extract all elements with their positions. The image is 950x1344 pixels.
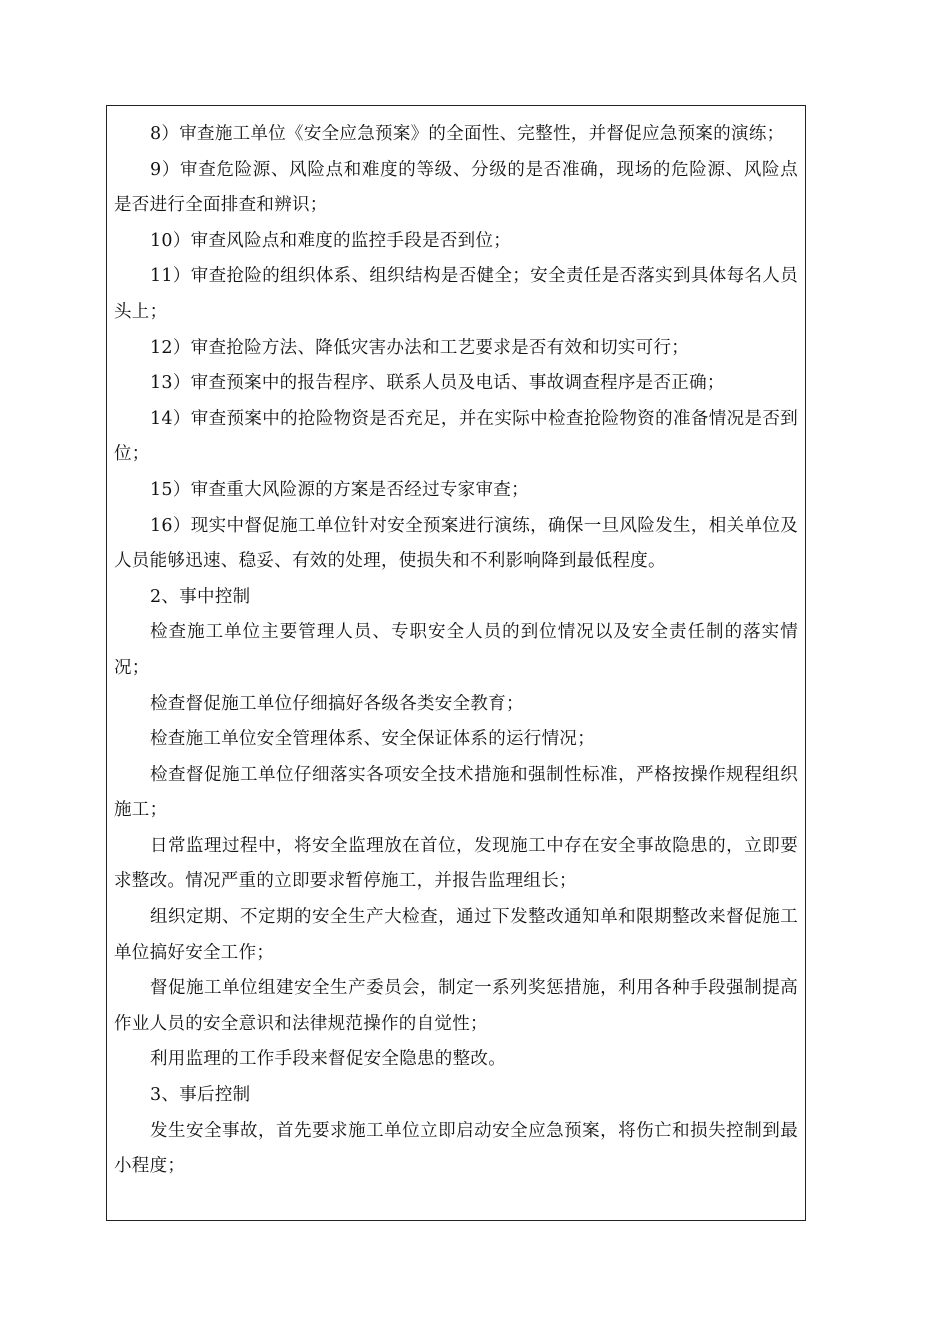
paragraph-check-measures: 检查督促施工单位仔细落实各项安全技术措施和强制性标准，严格按操作规程组织施工；: [114, 764, 798, 821]
paragraph-inspections: 组织定期、不定期的安全生产大检查，通过下发整改通知单和限期整改来督促施工单位搞好安全工作；: [114, 907, 798, 963]
paragraph-check-systems: 检查施工单位安全管理体系、安全保证体系的运行情况；: [150, 729, 595, 750]
section-heading-post-control: 3、事后控制: [150, 1085, 251, 1106]
paragraph-item-9: 9）审查危险源、风险点和难度的等级、分级的是否准确，现场的危险源、风险点是否进行全面排查和辨识；: [114, 159, 798, 216]
paragraph-check-personnel: 检查施工单位主要管理人员、专职安全人员的到位情况以及安全责任制的落实情况；: [114, 622, 798, 678]
paragraph-item-14: 14）审查预案中的抢险物资是否充足，并在实际中检查抢险物资的准备情况是否到位；: [114, 408, 798, 465]
paragraph-item-8: 8）审查施工单位《安全应急预案》的全面性、完整性，并督促应急预案的演练；: [150, 124, 785, 144]
paragraph-item-12: 12）审查抢险方法、降低灾害办法和工艺要求是否有效和切实可行；: [150, 337, 690, 358]
paragraph-daily-supervision: 日常监理过程中，将安全监理放在首位，发现施工中存在安全事故隐患的，立即要求整改。情况严重的立即要求暂停施工，并报告监理组长；: [114, 835, 798, 892]
paragraph-rectification: 利用监理的工作手段来督促安全隐患的整改。: [150, 1049, 506, 1070]
paragraph-check-education: 检查督促施工单位仔细搞好各级各类安全教育；: [150, 693, 524, 714]
paragraph-safety-committee: 督促施工单位组建安全生产委员会，制定一系列奖惩措施，利用各种手段强制提高作业人员的安全意识和法律规范操作的自觉性；: [114, 978, 798, 1034]
paragraph-item-10: 10）审查风险点和难度的监控手段是否到位；: [150, 230, 512, 251]
paragraph-item-13: 13）审查预案中的报告程序、联系人员及电话、事故调查程序是否正确；: [150, 373, 725, 394]
paragraph-accident-response: 发生安全事故，首先要求施工单位立即启动安全应急预案，将伤亡和损失控制到最小程度；: [114, 1120, 798, 1177]
section-heading-in-process-control: 2、事中控制: [150, 586, 251, 607]
paragraph-item-11: 11）审查抢险的组织体系、组织结构是否健全；安全责任是否落实到具体每名人员头上；: [114, 266, 798, 322]
paragraph-item-15: 15）审查重大风险源的方案是否经过专家审查；: [150, 479, 529, 500]
document-body: [114, 117, 798, 1185]
paragraph-item-16: 16）现实中督促施工单位针对安全预案进行演练，确保一旦风险发生，相关单位及人员能够迅速、稳妥、有效的处理，使损失和不利影响降到最低程度。: [114, 515, 798, 572]
